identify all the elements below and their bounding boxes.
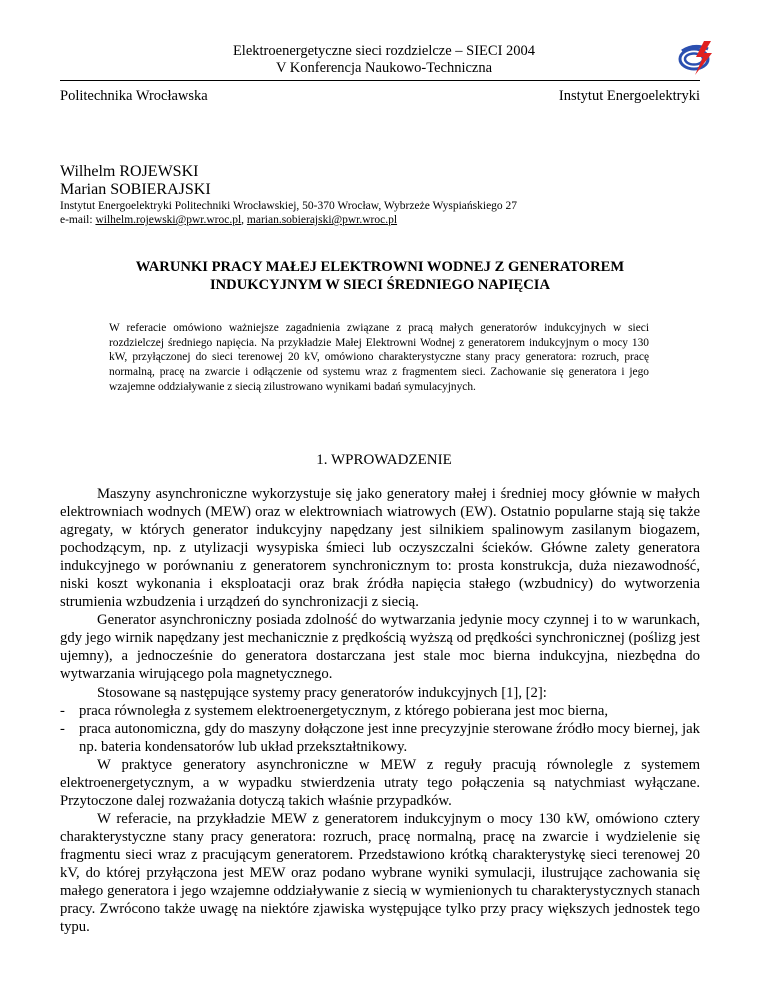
author-2: Marian SOBIERAJSKI (60, 181, 211, 198)
email-prefix: e-mail: (60, 214, 96, 226)
email-link-sobierajski[interactable]: marian.sobierajski@pwr.wroc.pl (246, 214, 398, 226)
paragraph-4: W praktyce generatory asynchroniczne w MEW z reguły pracują równolegle z systemem elektroenergetycznym, a w wypadku stwierdzenia utraty tego połączenia są natychmiast wyłączane. Przytoczone dalej rozważania dotyczą takich właśnie przypadków. (60, 756, 700, 809)
list-item (60, 702, 700, 720)
university-name: Politechnika Wrocławska (60, 88, 208, 104)
conference-title: Elektroenergetyczne sieci rozdzielcze – SIECI 2004 (232, 43, 536, 59)
affiliation-line: Instytut Energoelektryki Politechniki Wrocławskiej, 50-370 Wrocław, Wybrzeże Wyspiańskiego 27 (60, 200, 518, 212)
author-address (60, 199, 517, 227)
list-item-text: praca autonomiczna, gdy do maszyny dołączone jest inne precyzyjnie sterowane źródło mocy biernej, jak np. bateria kondensatorów lub układ przekształtnikowy. (79, 720, 700, 755)
paper-title-line-2: INDUKCYJNYM W SIECI ŚREDNIEGO NAPIĘCIA (209, 277, 551, 293)
conference-header (0, 43, 768, 77)
section-heading: 1. WPROWADZENIE (316, 452, 452, 468)
bullet-marker: - (60, 720, 65, 737)
paragraph-2: Generator asynchroniczny posiada zdolność do wytwarzania jedynie mocy czynnej i to w warunkach, gdy jego wirnik napędzany jest mechanicznie z prędkością wyższą od prędkości synchronicznej (poślizg jest ujemny), a jednocześnie do generatora dostarczana jest stale moc bierna indukcyjna, niezbędna do wytwarzania wirującego pola magnetycznego. (60, 612, 700, 683)
paragraph-5: W referacie, na przykładzie MEW z generatorem indukcyjnym o mocy 130 kW, omówiono cztery charakterystyczne stany pracy generatora: rozruch, pracę normalną, pracę na zwarcie i wydzielenie się fragmentu sieci wraz z pracującym generatorem. Przedstawiono krótką charakterystykę sieci terenowej 20 kV, do której przyłączona jest MEW oraz podano wybrane wyniki symulacji, ilustrujące zachowania się małego generatora i jego wzajemne oddziaływanie z siecią w wymienionych tu charakterystycznych stanach pracy. Zwrócono także uwagę na niektóre zjawiska występujące tylko przy pracy większych jednostek tego typu. (60, 810, 700, 936)
email-link-rojewski[interactable]: wilhelm.rojewski@pwr.wroc.pl (95, 214, 242, 226)
paragraph-1: Maszyny asynchroniczne wykorzystuje się jako generatory małej i średniej mocy głównie w małych elektrowniach wodnych (MEW) oraz w elektrowniach wiatrowych (EW). Ostatnio popularne stają się także agregaty, w których generator indukcyjny napędzany jest silnikiem spalinowym zasilanym biogazem, pochodzącym, np. z utylizacji wysypiska śmieci lub oczyszczalni ścieków. Główne zalety generatora indukcyjnego w porównaniu z generatorem synchronicznym to: prosta konstrukcja, duża niezawodność, niski koszt wykonania i eksploatacji oraz brak źródła napięcia stałego (wzbudnicy) do wytworzenia strumienia wzbudzenia i urządzeń do synchronizacji z siecią. (60, 486, 700, 611)
body-text (60, 485, 700, 936)
list-item-text: praca równoległa z systemem elektroenergetycznym, z którego pobierana jest moc bierna, (79, 702, 609, 719)
author-1: Wilhelm ROJEWSKI (60, 163, 199, 180)
paper-title-line-1: WARUNKI PRACY MAŁEJ ELEKTROWNI WODNEJ Z GENERATOREM (135, 259, 625, 275)
email-line (60, 213, 517, 227)
authors (60, 163, 211, 199)
abstract: W referacie omówiono ważniejsze zagadnienia związane z pracą małych generatorów indukcyjnych w sieci rozdzielczej średniego napięcia. Na przykładzie Małej Elektrowni Wodnej z generatorem indukcyjnym o mocy 130 kW, przyłączonej do sieci terenowej 20 kV, omówiono charakterystyczne stany pracy generatora: rozruch, pracę normalną, pracę na zwarcie i odłączenie od systemu wraz z fragmentem sieci. Zachowanie się generatora i jego wzajemne oddziaływanie z siecią zilustrowano wynikami badań symulacyjnych. (109, 322, 649, 393)
institute-name: Instytut Energoelektryki (558, 88, 700, 104)
email-separator: , (241, 214, 247, 226)
header-rule (60, 80, 700, 81)
bullet-marker: - (60, 702, 65, 719)
list-item (60, 720, 700, 756)
paper-title (60, 258, 700, 294)
conference-logo-icon (678, 40, 716, 76)
conference-subtitle: V Konferencja Naukowo-Techniczna (275, 60, 493, 76)
paragraph-3: Stosowane są następujące systemy pracy generatorów indukcyjnych [1], [2]: (97, 684, 547, 701)
